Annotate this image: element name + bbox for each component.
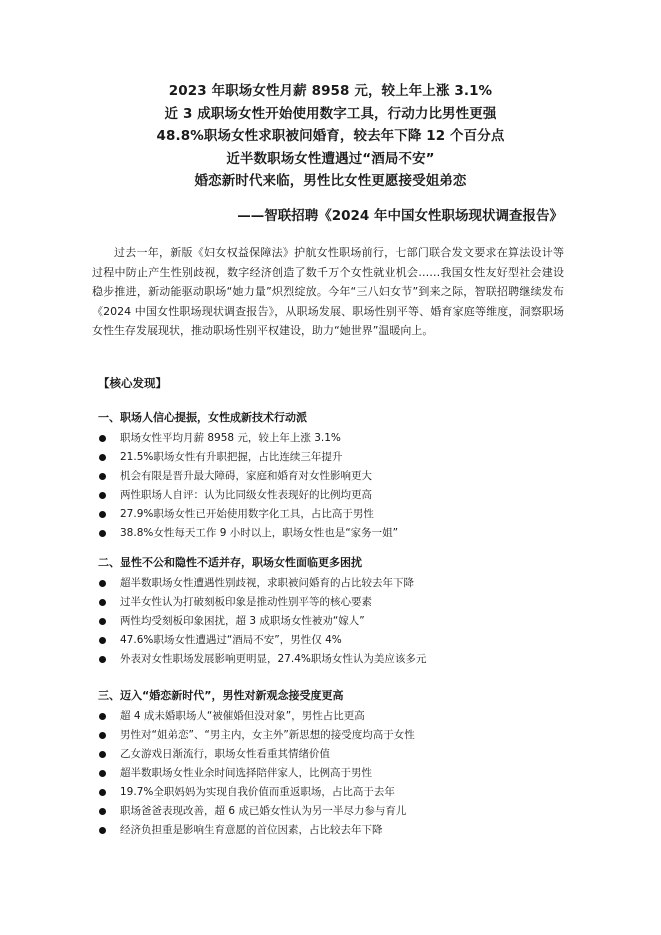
bullet-icon	[99, 732, 106, 739]
report-source: ——智联招聘《2024 年中国女性职场现状调查报告》	[237, 208, 563, 224]
list-item-text: 乙女游戏日渐流行，职场女性看重其情绪价值	[120, 748, 330, 760]
bullet-list	[98, 574, 568, 669]
list-item-text: 经济负担重是影响生育意愿的首位因素，占比较去年下降	[120, 824, 383, 836]
list-item	[98, 429, 568, 448]
list-item-text: 男性对“姐弟恋”、“男主内，女主外”新思想的接受度均高于女性	[120, 729, 415, 741]
list-item	[98, 707, 568, 726]
bullet-icon	[99, 751, 106, 758]
bullet-list	[98, 429, 568, 543]
section-title: 三、迈入“婚恋新时代”，男性对新观念接受度更高	[98, 689, 344, 702]
list-item	[98, 631, 568, 650]
list-item	[98, 745, 568, 764]
bullet-icon	[99, 580, 106, 587]
list-item-text: 21.5%职场女性有升职把握，占比连续三年提升	[120, 451, 343, 463]
list-item	[98, 650, 568, 669]
list-item-text: 外表对女性职场发展影响更明显，27.4%职场女性认为美应该多元	[120, 653, 427, 665]
bullet-list	[98, 707, 568, 840]
list-item	[98, 467, 568, 486]
bullet-icon	[99, 618, 106, 625]
bullet-icon	[99, 808, 106, 815]
headline-block	[0, 80, 661, 193]
list-item-text: 两性均受刻板印象困扰，超 3 成职场女性被劝“嫁人”	[120, 615, 365, 627]
list-item	[98, 764, 568, 783]
bullet-icon	[99, 770, 106, 777]
bullet-icon	[99, 656, 106, 663]
core-findings-heading: 【核心发现】	[98, 376, 167, 390]
bullet-icon	[99, 599, 106, 606]
list-item	[98, 783, 568, 802]
bullet-icon	[99, 454, 106, 461]
headline-1: 2023 年职场女性月薪 8958 元，较上年上涨 3.1%	[168, 83, 493, 99]
list-item-text: 47.6%职场女性遭遇过“酒局不安”，男性仅 4%	[120, 634, 342, 646]
list-item-text: 超半数职场女性遭遇性别歧视，求职被问婚育的占比较去年下降	[120, 577, 414, 589]
list-item-text: 27.9%职场女性已开始使用数字化工具，占比高于男性	[120, 508, 374, 520]
bullet-icon	[99, 511, 106, 518]
findings-section-3	[98, 688, 568, 840]
bullet-icon	[99, 492, 106, 499]
list-item	[98, 448, 568, 467]
headline-4: 近半数职场女性遭遇过“酒局不安”	[226, 150, 435, 167]
list-item	[98, 821, 568, 840]
bullet-icon	[99, 637, 106, 644]
bullet-icon	[99, 713, 106, 720]
findings-section-2	[98, 555, 568, 669]
bullet-icon	[99, 530, 106, 537]
list-item	[98, 486, 568, 505]
bullet-icon	[99, 789, 106, 796]
headline-3: 48.8%职场女性求职被问婚育，较去年下降 12 个百分点	[156, 128, 505, 144]
list-item-text: 职场爸爸表现改善，超 6 成已婚女性认为另一半尽力参与育儿	[120, 805, 407, 817]
list-item-text: 19.7%全职妈妈为实现自我价值而重返职场，占比高于去年	[120, 786, 395, 798]
section-title: 一、职场人信心提振，女性成新技术行动派	[98, 411, 307, 424]
list-item	[98, 505, 568, 524]
list-item	[98, 593, 568, 612]
bullet-icon	[99, 473, 106, 480]
list-item-text: 两性职场人自评：认为比同级女性表现好的比例均更高	[120, 489, 372, 501]
intro-paragraph: 过去一年，新版《妇女权益保障法》护航女性职场前行，七部门联合发文要求在算法设计等过程中防止产生性别歧视，数字经济创造了数千万个女性就业机会……我国女性友好型社会建设稳步推进，新动能驱动职场“她力量”炽烈绽放。今年“三八妇女节”到来之际，智联招聘继续发布《2024 中国女性职场现状调查报告》，从职场发展、职场性别平等、婚育家庭等维度，洞察职场女性生存发展现状，推动职场性别平权建设，助力“她世界”温暖向上。	[92, 246, 564, 337]
headline-5: 婚恋新时代来临，男性比女性更愿接受姐弟恋	[194, 173, 467, 189]
list-item-text: 机会有限是晋升最大障碍，家庭和婚育对女性影响更大	[120, 470, 372, 482]
findings-section-1	[98, 410, 568, 543]
list-item	[98, 524, 568, 543]
bullet-icon	[99, 435, 106, 442]
bullet-icon	[99, 827, 106, 834]
list-item	[98, 612, 568, 631]
list-item-text: 超 4 成未婚职场人“被催婚但没对象”，男性占比更高	[120, 710, 365, 722]
list-item	[98, 802, 568, 821]
list-item-text: 超半数职场女性业余时间选择陪伴家人，比例高于男性	[120, 767, 372, 779]
list-item-text: 38.8%女性每天工作 9 小时以上，职场女性也是“家务一姐”	[120, 527, 399, 539]
list-item	[98, 726, 568, 745]
list-item-text: 过半女性认为打破刻板印象是推动性别平等的核心要素	[120, 596, 372, 608]
headline-2: 近 3 成职场女性开始使用数字工具，行动力比男性更强	[164, 105, 497, 122]
list-item-text: 职场女性平均月薪 8958 元，较上年上涨 3.1%	[120, 432, 341, 444]
section-title: 二、显性不公和隐性不适并存，职场女性面临更多困扰	[98, 556, 362, 569]
list-item	[98, 574, 568, 593]
